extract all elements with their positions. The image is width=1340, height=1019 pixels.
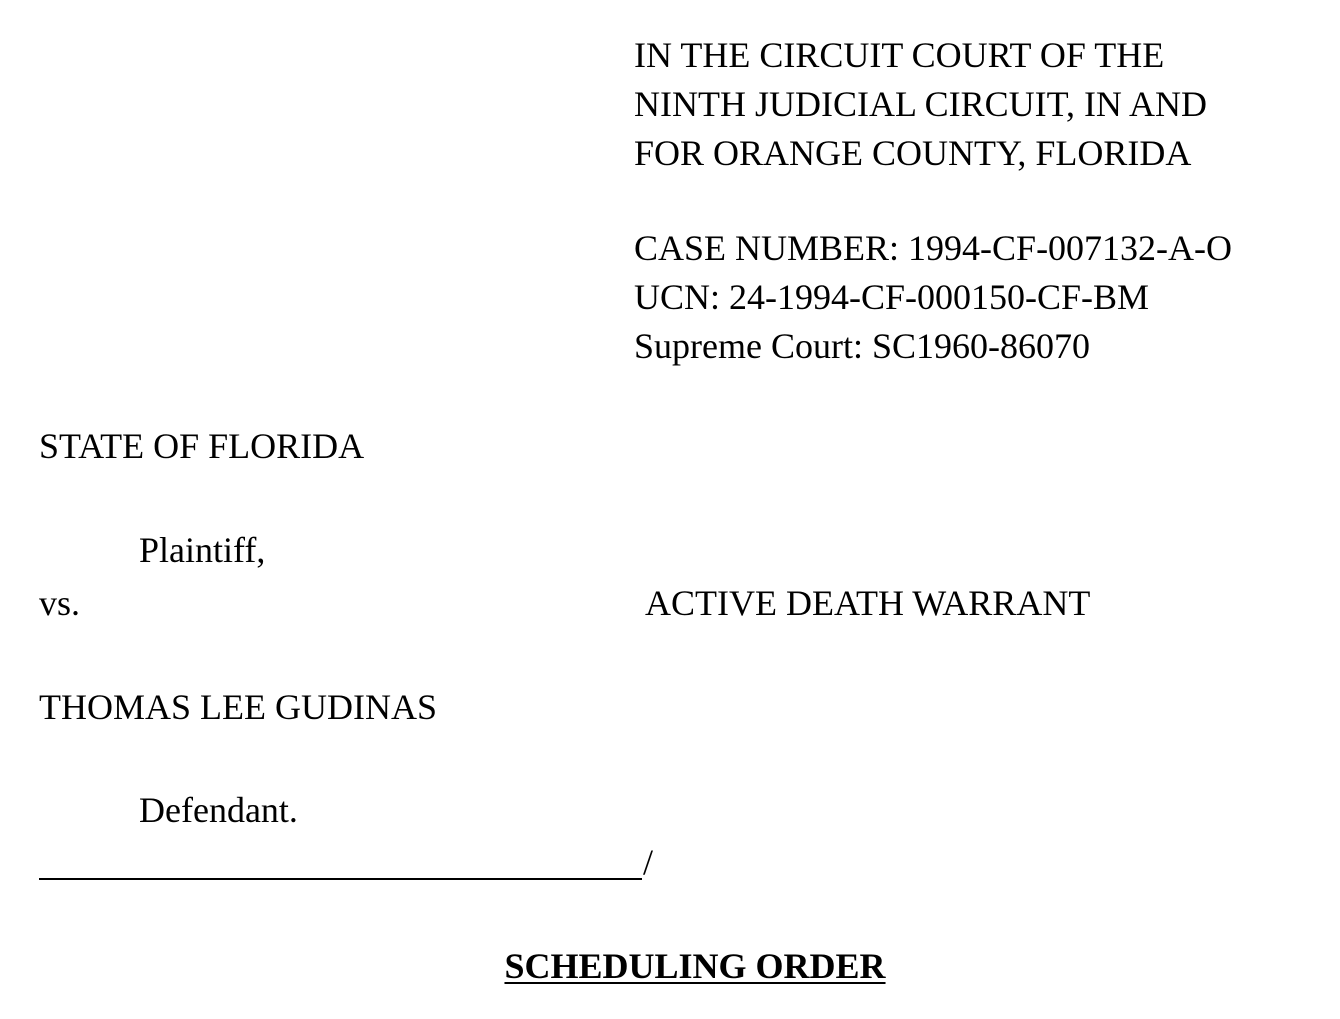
document-title: SCHEDULING ORDER [504,946,886,986]
caption-divider [39,878,642,880]
defendant-name: THOMAS LEE GUDINAS [39,687,437,727]
caption-slash: / [643,842,654,882]
court-header-line: NINTH JUDICIAL CIRCUIT, IN AND [634,84,1207,124]
versus-label: vs. [39,583,81,623]
plaintiff-role: Plaintiff, [139,530,266,570]
ucn-number: UCN: 24-1994-CF-000150-CF-BM [634,277,1150,317]
warrant-status: ACTIVE DEATH WARRANT [645,583,1091,623]
case-number: CASE NUMBER: 1994-CF-007132-A-O [634,228,1233,268]
defendant-role: Defendant. [139,790,298,830]
court-header-line: FOR ORANGE COUNTY, FLORIDA [634,133,1192,173]
case-identifiers [634,224,1232,371]
supreme-court-number: Supreme Court: SC1960-86070 [634,326,1090,366]
court-header [634,31,1207,178]
plaintiff-name: STATE OF FLORIDA [39,426,365,466]
court-header-line: IN THE CIRCUIT COURT OF THE [634,35,1165,75]
